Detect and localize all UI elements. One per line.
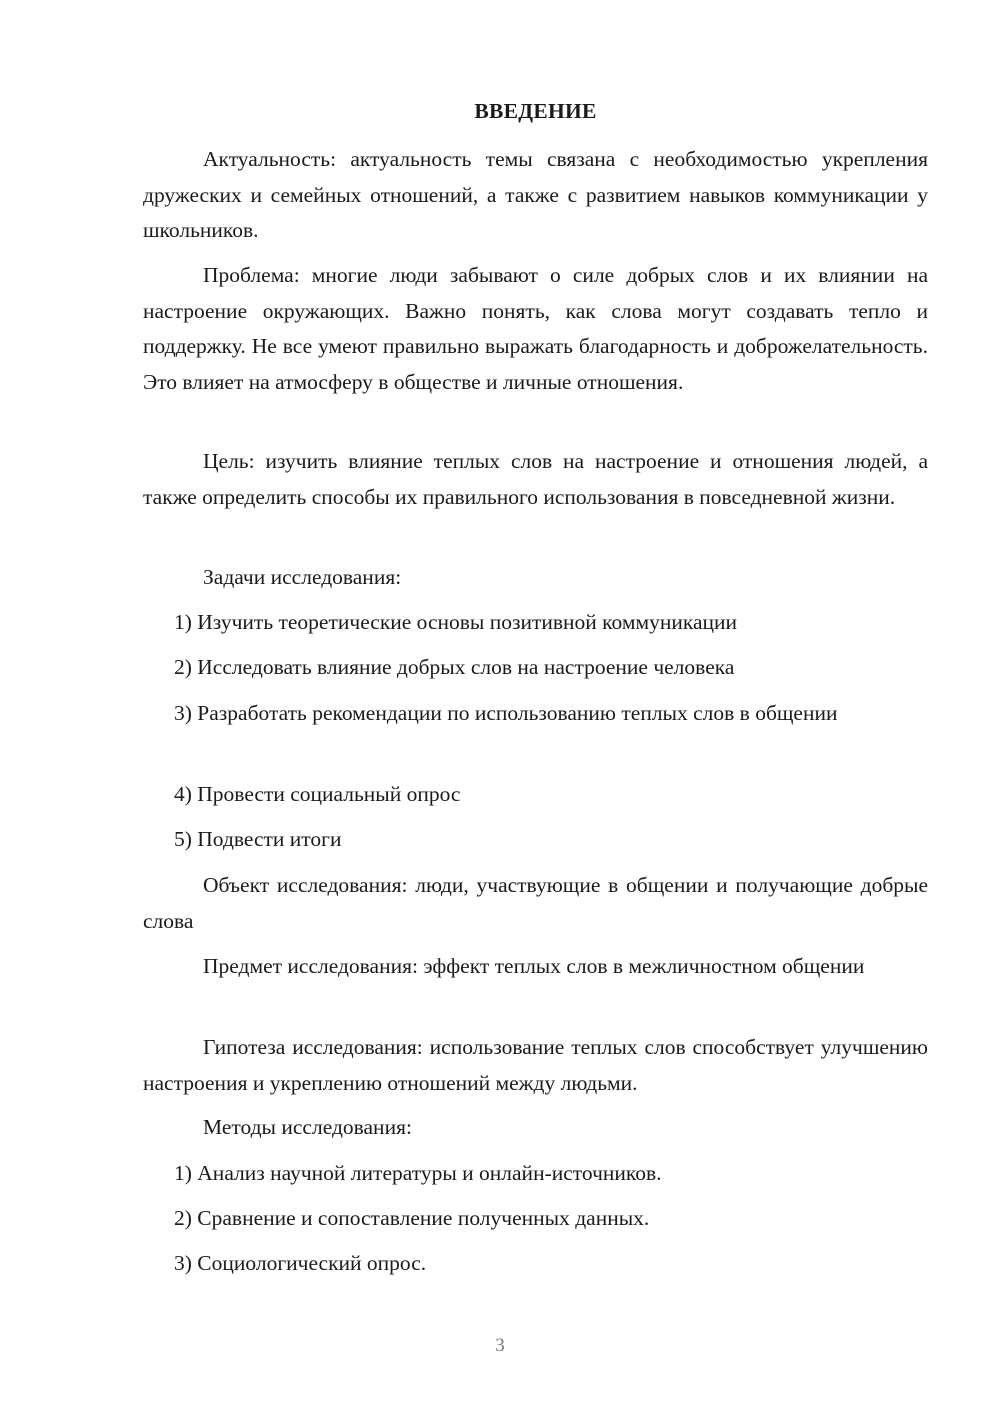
hypothesis-paragraph: Гипотеза исследования: использование теплых слов способствует улучшению настроения и укреплению отношений между людьми. [143,1035,928,1095]
object-paragraph: Объект исследования: люди, участвующие в общении и получающие добрые слова [143,873,928,933]
list-item: 5) Подвести итоги [174,827,342,851]
section-title: ВВЕДЕНИЕ [474,99,597,123]
page-number: 3 [495,1335,505,1356]
goal-paragraph: Цель: изучить влияние теплых слов на настроение и отношения людей, а также определить способы их правильного использования в повседневной жизни. [143,449,928,509]
problem-paragraph: Проблема: многие люди забывают о силе добрых слов и их влиянии на настроение окружающих. Важно понять, как слова могут создавать тепло и поддержку. Не все умеют правильно выражать благодарность и доброжелательность. Это влияет на атмосферу в обществе и личные отношения. [143,263,928,394]
document-page [143,0,928,1414]
methods-heading: Методы исследования: [203,1115,412,1139]
list-item: 1) Анализ научной литературы и онлайн-источников. [174,1161,662,1185]
list-item: 3) Социологический опрос. [174,1251,427,1275]
list-item: 2) Исследовать влияние добрых слов на настроение человека [174,655,735,679]
list-item: 4) Провести социальный опрос [174,782,461,806]
relevance-paragraph: Актуальность: актуальность темы связана с необходимостью укрепления дружеских и семейных отношений, а также с развитием навыков коммуникации у школьников. [143,147,928,242]
tasks-heading: Задачи исследования: [203,565,402,589]
list-item: 2) Сравнение и сопоставление полученных данных. [174,1206,650,1230]
list-item: 1) Изучить теоретические основы позитивной коммуникации [174,610,738,634]
subject-paragraph: Предмет исследования: эффект теплых слов в межличностном общении [203,954,865,978]
list-item: 3) Разработать рекомендации по использованию теплых слов в общении [174,701,838,725]
